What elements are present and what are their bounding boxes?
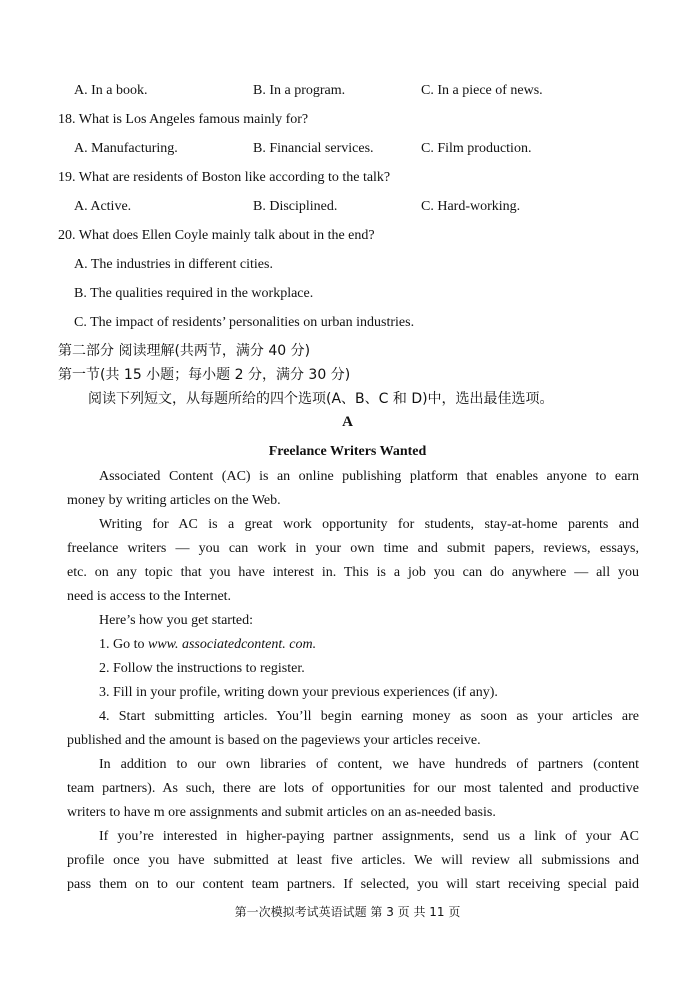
step-three: 3. Fill in your profile, writing down your previous experiences (if any).	[99, 685, 498, 700]
passage-line: Writing for AC is a great work opportunity for students, stay-at-home parents and	[99, 517, 639, 532]
passage-line: In addition to our own libraries of content, we have hundreds of partners (content	[99, 757, 639, 772]
q19-option-a: A. Active.	[74, 199, 132, 214]
q20-question: 20. What does Ellen Coyle mainly talk about in the end?	[58, 228, 375, 243]
step-two: 2. Follow the instructions to register.	[99, 661, 305, 676]
passage-line: profile once you have submitted at least five articles. We will review all submissions and	[67, 853, 639, 868]
passage-line: pass them on to our content team partners. If selected, you will start receiving special paid	[67, 877, 639, 892]
q17-option-a: A. In a book.	[74, 83, 148, 98]
passage-line: etc. on any topic that you have interest in. This is a job you can do anywhere — all you	[67, 565, 639, 580]
q17-option-c: C. In a piece of news.	[421, 83, 543, 98]
passage-line: writers to have m ore assignments and submit articles on an as-needed basis.	[67, 805, 496, 820]
q20-option-a: A. The industries in different cities.	[74, 257, 273, 272]
passage-line: Associated Content (AC) is an online publishing platform that enables anyone to earn	[99, 469, 639, 484]
passage-line: Here’s how you get started:	[99, 613, 253, 628]
passage-line: If you’re interested in higher-paying partner assignments, send us a link of your AC	[99, 829, 639, 844]
passage-line: team partners). As such, there are lots of opportunities for our most talented and productive	[67, 781, 639, 796]
q17-option-b: B. In a program.	[253, 83, 346, 98]
page-footer: 第一次模拟考试英语试题 第 3 页 共 11 页	[234, 905, 461, 919]
section-one-title: 第一节(共 15 小题；每小题 2 分，满分 30 分)	[58, 367, 351, 383]
website-link[interactable]: www. associatedcontent. com.	[148, 637, 317, 652]
passage-line: money by writing articles on the Web.	[67, 493, 281, 508]
step-one	[99, 636, 316, 654]
step-one-text: 1. Go to	[99, 637, 148, 652]
q20-option-c: C. The impact of residents’ personalities on urban industries.	[74, 315, 415, 330]
q18-option-c: C. Film production.	[421, 141, 532, 156]
q19-option-c: C. Hard-working.	[421, 199, 521, 214]
q18-option-a: A. Manufacturing.	[74, 141, 178, 156]
passage-line: need is access to the Internet.	[67, 589, 232, 604]
q18-option-b: B. Financial services.	[253, 141, 374, 156]
q19-option-b: B. Disciplined.	[253, 199, 338, 214]
q20-option-b: B. The qualities required in the workplace.	[74, 286, 314, 301]
passage-title: Freelance Writers Wanted	[268, 444, 427, 459]
part-two-title: 第二部分 阅读理解(共两节，满分 40 分)	[58, 343, 311, 359]
passage-letter: A	[342, 414, 353, 430]
q18-question: 18. What is Los Angeles famous mainly for?	[58, 112, 309, 127]
passage-line: freelance writers — you can work in your own time and submit papers, reviews, essays,	[67, 541, 639, 556]
passage-line: published and the amount is based on the pageviews your articles receive.	[67, 733, 481, 748]
q19-question: 19. What are residents of Boston like according to the talk?	[58, 170, 391, 185]
step-four: 4. Start submitting articles. You’ll begin earning money as soon as your articles are	[99, 709, 639, 724]
reading-instruction: 阅读下列短文，从每题所给的四个选项(A、B、C 和 D)中，选出最佳选项。	[88, 391, 554, 407]
